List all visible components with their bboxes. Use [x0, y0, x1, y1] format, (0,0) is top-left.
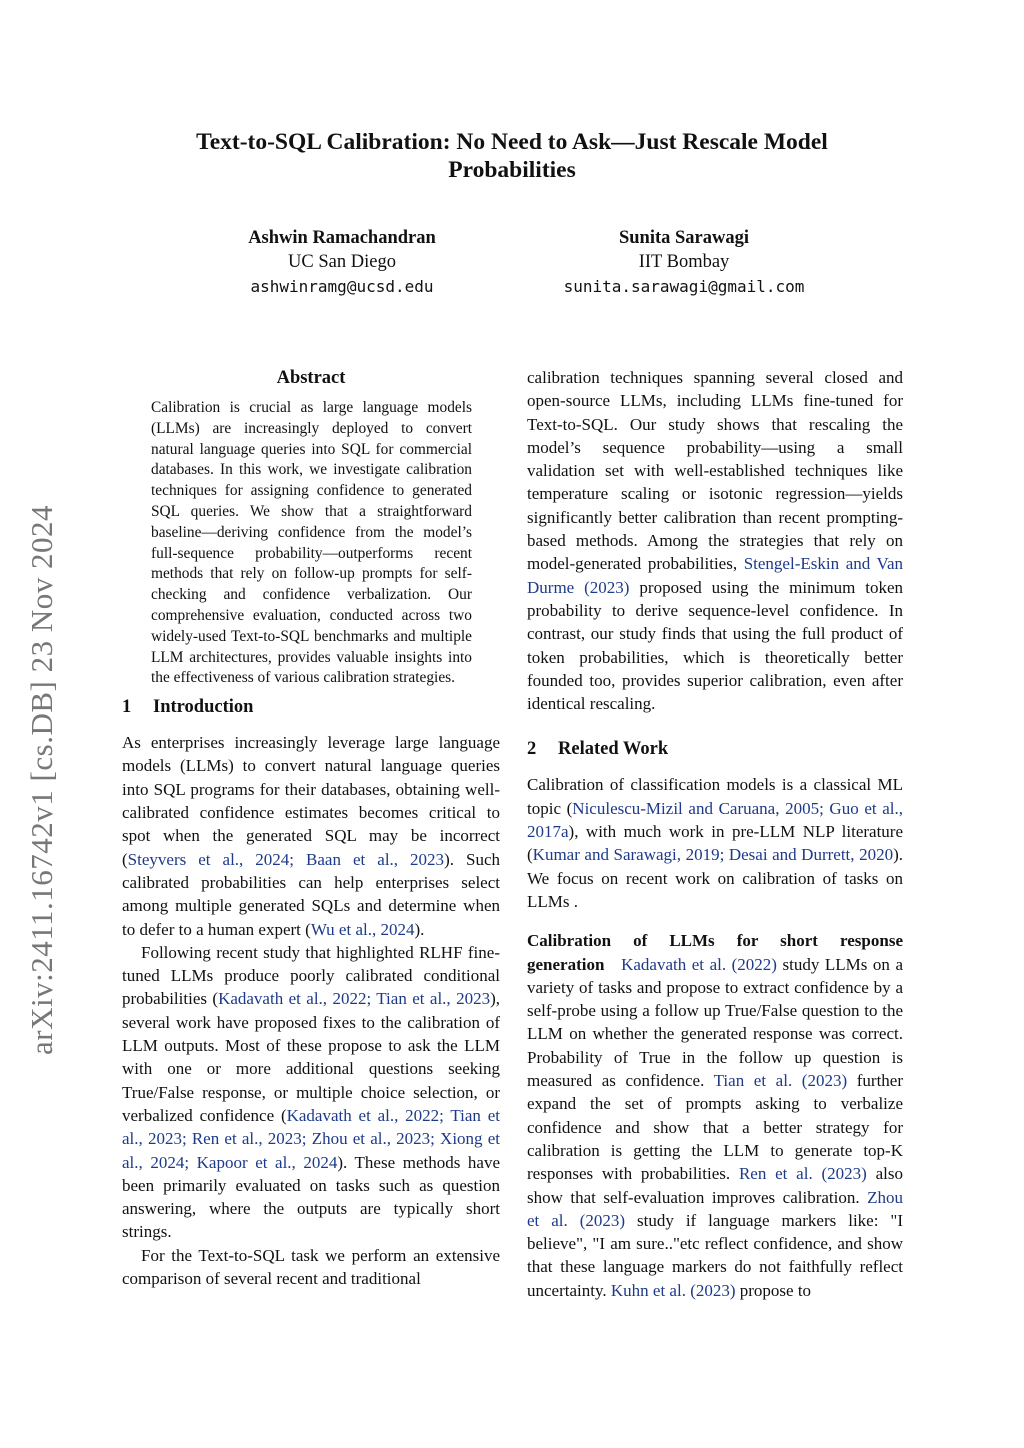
intro-paragraph-continued: calibration techniques spanning several closed and open-source LLMs, including LLMs fine-tuned for Text-to-SQL. Our study shows that rescaling the model’s sequence probability—using a small validation set with well-established techniques like temperature scaling or isotonic regression—yields significantly better calibration than recent prompting-based methods. Among the strategies that rely on model-generated probabilities, Stengel-Eskin and Van Durme (2023) proposed using the minimum token probability to derive sequence-level confidence. In contrast, our study finds that using the full product of token probabilities, which is theoretically better founded too, provides superior calibration, even after identical rescaling.: [527, 368, 903, 714]
paragraph-heading: Calibration of LLMs for short response generation: [527, 931, 903, 974]
citation-link[interactable]: Kadavath et al. (2022): [621, 954, 777, 974]
section-title: Related Work: [558, 739, 669, 760]
related-paragraph-2: Calibration of LLMs for short response generation Kadavath et al. (2022) study LLMs on a variety of tasks and propose to extract confidence by a self-probe using a follow up True/False question to the LLM on whether the generated response was correct. Probability of True in the follow up question is measured as confidence. Tian et al. (2023) further expand the set of prompts asking to verbalize confidence and show that a better strategy for calibration is getting the LLM to generate top-K responses with probabilities. Ren et al. (2023) also show that self-evaluation improves calibration. Zhou et al. (2023) study if language markers like: "I believe", "I am sure.."etc reflect confidence, and show that these language markers do not faithfully reflect uncertainty. Kuhn et al. (2023) propose to: [527, 931, 904, 1300]
author-email[interactable]: ashwinramg@ucsd.edu: [250, 277, 434, 296]
citation-link[interactable]: Kuhn et al. (2023): [610, 1280, 736, 1300]
intro-paragraph-3: For the Text-to-SQL task we perform an extensive comparison of several recent and traditional: [122, 1245, 500, 1288]
abstract-heading: Abstract: [276, 368, 346, 388]
citation-link[interactable]: Kadavath et al., 2022; Tian et al., 2023; Ren et al., 2023; Zhou et al., 2023; Xiong et al., 2024; Kapoor et al., 2024: [122, 1105, 500, 1172]
right-column: [527, 366, 903, 1302]
intro-paragraph-2: Following recent study that highlighted RLHF fine-tuned LLMs produce poorly calibrated conditional probabilities (Kadavath et al., 2022; Tian et al., 2023), several work have proposed fixes to the calibration of LLM outputs. Most of these propose to ask the LLM with one or more additional questions seeking True/False response, or multiple choice selection, or verbalized confidence (Kadavath et al., 2022; Tian et al., 2023; Ren et al., 2023; Zhou et al., 2023; Xiong et al., 2024; Kapoor et al., 2024). These methods have been primarily evaluated on tasks such as question answering, where the outputs are typically short strings.: [122, 942, 500, 1242]
citation-link[interactable]: Ren et al. (2023): [738, 1164, 867, 1184]
section-heading-introduction: [122, 695, 500, 719]
citation-link[interactable]: Kadavath et al., 2022; Tian et al., 2023: [218, 989, 491, 1009]
citation-link[interactable]: Zhou et al. (2023): [527, 1187, 903, 1230]
arxiv-identifier-stamp: arXiv:2411.16742v1 [cs.DB] 23 Nov 2024: [24, 505, 59, 1055]
citation-link[interactable]: Wu et al., 2024: [310, 919, 415, 939]
abstract-text: Calibration is crucial as large language models (LLMs) are increasingly deployed to convert natural language queries into SQL for commercial databases. In this work, we investigate calibration techniques for assigning confidence to generated SQL queries. We show that a straightforward baseline—deriving confidence from the model’s full-sequence probability—outperforms recent methods that rely on follow-up prompts for self-checking and confidence verbalization. Our comprehensive evaluation, conducted across two widely-used Text-to-SQL benchmarks and multiple LLM architectures, provides valuable insights into the effectiveness of various calibration strategies.: [151, 399, 472, 687]
section-title: Introduction: [153, 697, 254, 718]
author-block-2: [514, 226, 854, 299]
related-paragraph-1: Calibration of classification models is a classical ML topic (Niculescu-Mizil and Caruana, 2005; Guo et al., 2017a), with much work in pre-LLM NLP literature (Kumar and Sarawagi, 2019; Desai and Durrett, 2020). We focus on recent work on calibration of tasks on LLMs .: [527, 775, 904, 911]
intro-paragraph-1: As enterprises increasingly leverage large language models (LLMs) to convert natural language queries into SQL programs for their databases, obtaining well-calibrated confidence estimates becomes critical to spot when the generated SQL may be incorrect (Steyvers et al., 2024; Baan et al., 2023). Such calibrated probabilities can help enterprises select among multiple generated SQLs and determine when to defer to a human expert (Wu et al., 2024).: [122, 733, 500, 939]
author-block-1: [172, 226, 512, 299]
left-column: [122, 366, 500, 1290]
section-number: 2: [527, 739, 537, 760]
citation-link[interactable]: Niculescu-Mizil and Caruana, 2005; Guo et al., 2017a: [527, 798, 904, 842]
citation-link[interactable]: Stengel-Eskin and Van Durme (2023): [527, 554, 903, 597]
author-email[interactable]: sunita.sarawagi@gmail.com: [563, 277, 805, 296]
section-number: 1: [122, 697, 132, 718]
citation-link[interactable]: Steyvers et al., 2024; Baan et al., 2023: [127, 849, 445, 869]
citation-link[interactable]: Kumar and Sarawagi, 2019; Desai and Durrett, 2020: [532, 845, 894, 865]
author-name: Sunita Sarawagi: [618, 228, 750, 248]
author-name: Ashwin Ramachandran: [248, 228, 436, 248]
section-heading-related-work: [527, 737, 903, 761]
author-affiliation: IIT Bombay: [638, 252, 730, 272]
paper-title: Text-to-SQL Calibration: No Need to Ask—Just Rescale Model Probabilities: [196, 129, 828, 183]
citation-link[interactable]: Tian et al. (2023): [713, 1071, 848, 1091]
author-affiliation: UC San Diego: [288, 252, 396, 272]
